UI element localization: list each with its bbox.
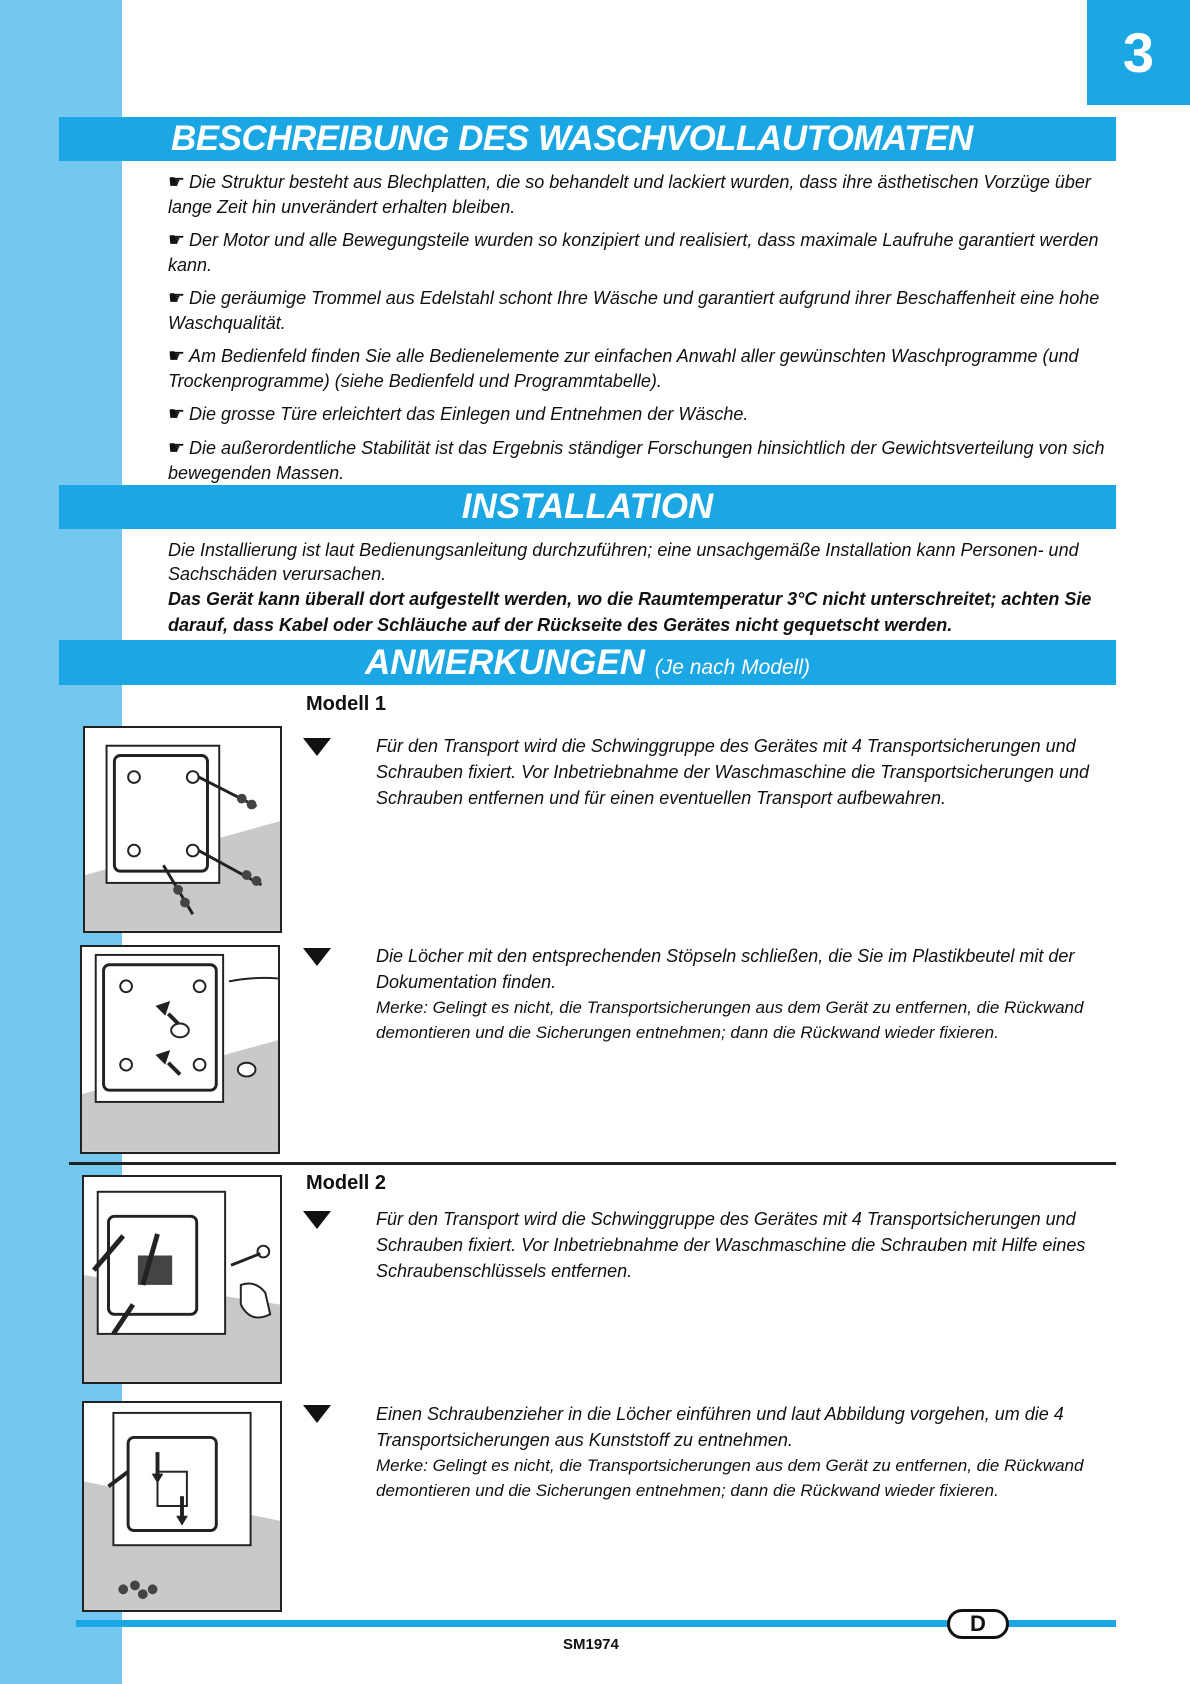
model1-step2-text: Die Löcher mit den entsprechenden Stöpseln schließen, die Sie im Plastikbeutel mit der Dokumentation finden. Merke: Gelingt es nicht, die Transportsicherungen aus dem Gerät zu entfernen, die Rückwand demontieren und die Sicherungen entnehmen; dann die Rückwand wieder fixieren.	[376, 946, 1084, 1042]
pointing-hand-icon: ☛	[168, 230, 186, 251]
step-marker-icon	[303, 1405, 331, 1423]
step-marker-icon	[303, 948, 331, 966]
pointing-hand-icon: ☛	[168, 346, 186, 367]
model2-step1-text: Für den Transport wird die Schwinggruppe des Gerätes mit 4 Transportsicherungen und Schrauben fixiert. Vor Inbetriebnahme der Waschmaschine die Schrauben mit Hilfe eines Schraubenschlüssels entfernen.	[376, 1209, 1086, 1281]
notes-subtitle: (Je nach Modell)	[654, 656, 810, 679]
step-marker-icon	[303, 1211, 331, 1229]
description-item: ☛ Die geräumige Trommel aus Edelstahl schont Ihre Wäsche und garantiert aufgrund ihrer Beschaffenheit eine hohe Waschqualität.	[168, 288, 1100, 333]
installation-text	[168, 538, 1120, 638]
description-list	[168, 170, 1120, 494]
description-item: ☛ Die Struktur besteht aus Blechplatten, die so behandelt und lackiert wurden, dass ihre ästhetischen Vorzüge über lange Zeit hin unverändert erhalten bleiben.	[168, 172, 1091, 217]
notes-title: ANMERKUNGEN	[365, 643, 646, 682]
section-title-installation: INSTALLATION	[59, 485, 1116, 529]
installation-warning: Das Gerät kann überall dort aufgestellt werden, wo die Raumtemperatur 3°C nicht unterschreitet; achten Sie darauf, dass Kabel oder Schläuche auf der Rückseite des Gerätes nicht gequetscht werden.	[168, 589, 1092, 635]
installation-paragraph: Die Installierung ist laut Bedienungsanleitung durchzuführen; eine unsachgemäße Installation kann Personen- und Sachschäden verursachen.	[168, 540, 1079, 584]
document-code: SM1974	[563, 1636, 619, 1653]
pointing-hand-icon: ☛	[168, 172, 186, 193]
language-badge: D	[947, 1609, 1009, 1639]
description-item: ☛ Die grosse Türe erleichtert das Einlegen und Entnehmen der Wäsche.	[168, 404, 749, 425]
description-item: ☛ Am Bedienfeld finden Sie alle Bedienelemente zur einfachen Anwahl aller gewünschten Waschprogramme (und Trockenprogramme) (siehe Bedienfeld und Programmtabelle).	[168, 346, 1079, 391]
section-title-description: BESCHREIBUNG DES WASCHVOLLAUTOMATEN	[59, 117, 1116, 161]
washer-screwdriver-illustration	[82, 1401, 282, 1612]
washer-back-plugs-illustration	[80, 945, 280, 1154]
model2-step2-text: Einen Schraubenzieher in die Löcher einführen und laut Abbildung vorgehen, um die 4 Transportsicherungen aus Kunststoff zu entnehmen. Merke: Gelingt es nicht, die Transportsicherungen aus dem Gerät zu entfernen, die Rückwand demontieren und die Sicherungen entnehmen; dann die Rückwand wieder fixieren.	[376, 1404, 1084, 1500]
section-title-notes	[59, 640, 1116, 685]
model-label: Modell 2	[306, 1172, 387, 1194]
step-marker-icon	[303, 738, 331, 756]
pointing-hand-icon: ☛	[168, 404, 186, 425]
washer-back-screws-illustration	[83, 726, 282, 933]
model-label: Modell 1	[306, 693, 387, 715]
pointing-hand-icon: ☛	[168, 288, 186, 309]
description-item: ☛ Der Motor und alle Bewegungsteile wurden so konzipiert und realisiert, dass maximale Laufruhe garantiert werden kann.	[168, 230, 1099, 275]
washer-wrench-illustration	[82, 1175, 282, 1384]
pointing-hand-icon: ☛	[168, 438, 186, 459]
model1-step1-text: Für den Transport wird die Schwinggruppe des Gerätes mit 4 Transportsicherungen und Schrauben fixiert. Vor Inbetriebnahme der Waschmaschine die Transportsicherungen und Schrauben entfernen und für einen eventuellen Transport aufbewahren.	[376, 736, 1090, 808]
description-item: ☛ Die außerordentliche Stabilität ist das Ergebnis ständiger Forschungen hinsichtlich der Gewichtsverteilung von sich bewegenden Massen.	[168, 438, 1105, 483]
model-divider	[69, 1162, 1116, 1165]
page-number: 3	[1087, 0, 1190, 105]
